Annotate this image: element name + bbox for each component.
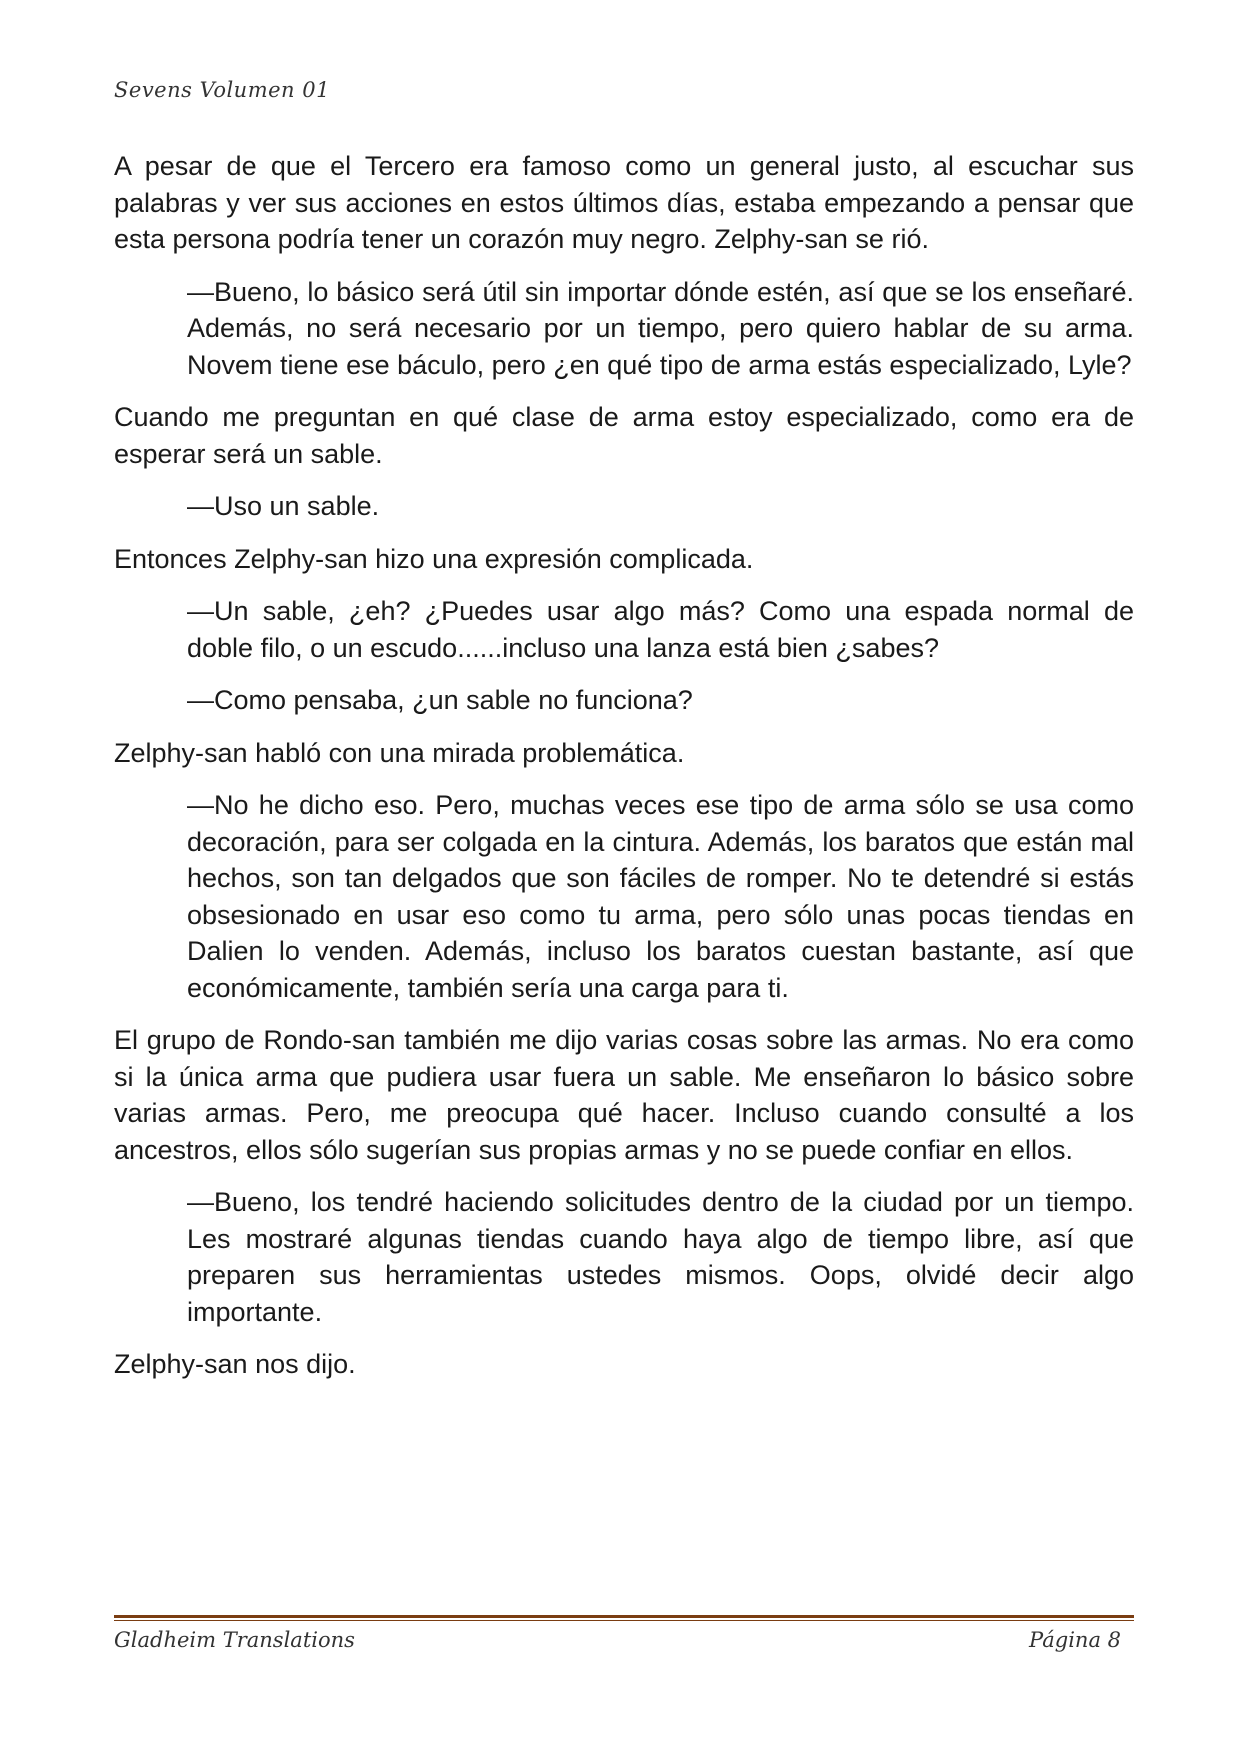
dialogue-paragraph: —Bueno, lo básico será útil sin importar dónde estén, así que se los enseñaré. Además, no será necesario por un tiempo, pero quiero hablar de su arma. Novem tiene ese báculo, pero ¿en qué tipo de arma estás especializado, Lyle? [187, 276, 1134, 380]
dialogue-paragraph: —Como pensaba, ¿un sable no funciona? [187, 685, 693, 715]
page-body [114, 148, 1134, 1399]
paragraph: Entonces Zelphy-san hizo una expresión complicada. [114, 543, 754, 574]
dialogue-paragraph: —No he dicho eso. Pero, muchas veces ese tipo de arma sólo se usa como decoración, para ser colgada en la cintura. Además, los baratos que están mal hechos, son tan delgados que son fáciles de romper. No te detendré si estás obsesionado en usar eso como tu arma, pero sólo unas pocas tiendas en Dalien lo venden. Además, incluso los baratos cuestan bastante, así que económicamente, también sería una carga para ti. [187, 790, 1134, 1003]
footer-divider-thin [114, 1620, 1134, 1621]
dialogue-paragraph: —Un sable, ¿eh? ¿Puedes usar algo más? Como una espada normal de doble filo, o un escudo......incluso una lanza está bien ¿sabes? [187, 596, 1134, 663]
paragraph: El grupo de Rondo-san también me dijo varias cosas sobre las armas. No era como si la única arma que pudiera usar fuera un sable. Me enseñaron lo básico sobre varias armas. Pero, me preocupa qué hacer. Incluso cuando consulté a los ancestros, ellos sólo sugerían sus propias armas y no se puede confiar en ellos. [114, 1025, 1134, 1165]
footer-divider [114, 1615, 1134, 1618]
page-number: Página 8 [1029, 1628, 1121, 1652]
running-header: Sevens Volumen 01 [114, 78, 330, 102]
footer-publisher: Gladheim Translations [114, 1628, 355, 1652]
paragraph: Zelphy-san nos dijo. [114, 1349, 356, 1379]
paragraph: Zelphy-san habló con una mirada problemática. [114, 737, 685, 768]
paragraph: A pesar de que el Tercero era famoso como un general justo, al escuchar sus palabras y ver sus acciones en estos últimos días, estaba empezando a pensar que esta persona podría tener un corazón muy negro. Zelphy-san se rió. [114, 151, 1134, 254]
paragraph: Cuando me preguntan en qué clase de arma estoy especializado, como era de esperar será un sable. [114, 402, 1134, 469]
dialogue-paragraph: —Uso un sable. [187, 491, 380, 521]
dialogue-paragraph: —Bueno, los tendré haciendo solicitudes dentro de la ciudad por un tiempo. Les mostraré algunas tiendas cuando haya algo de tiempo libre, así que preparen sus herramientas ustedes mismos. Oops, olvidé decir algo importante. [187, 1187, 1134, 1327]
